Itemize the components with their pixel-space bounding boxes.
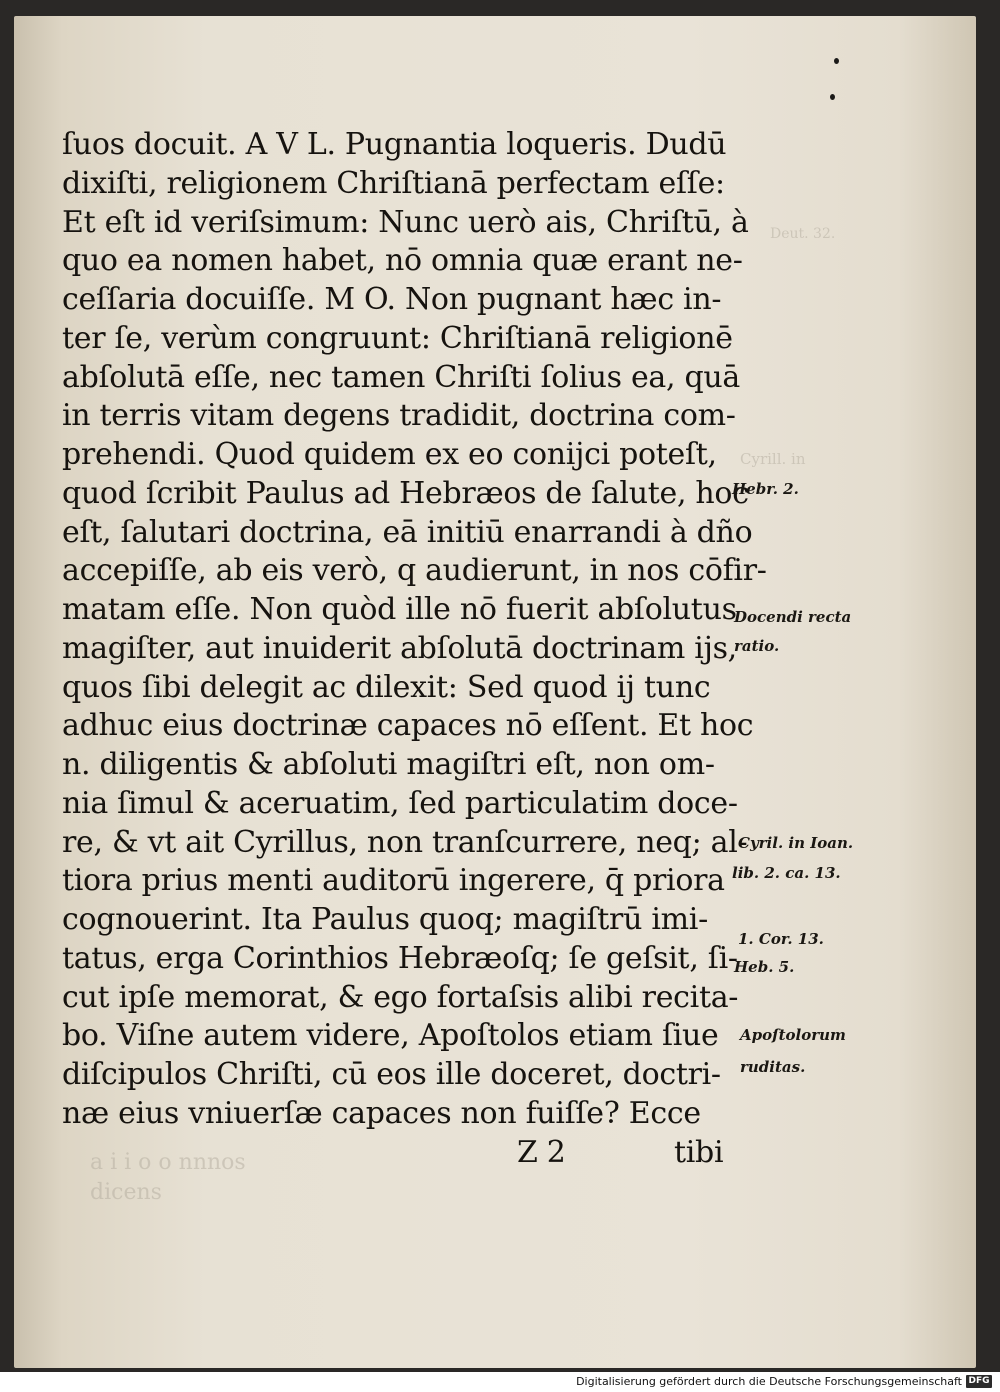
ink-speck	[834, 58, 839, 64]
text-line: adhuc eius doctrinæ capaces nō eſſent. Et hoc	[62, 708, 754, 744]
text-line: quos ſibi delegit ac dilexit: Sed quod ij tunc	[62, 669, 711, 705]
text-line: n. diligentis & abſoluti magiſtri eſt, non om-	[62, 747, 715, 782]
footer-credit: Digitalisierung gefördert durch die Deutsche Forschungsgemeinschaft	[576, 1375, 962, 1388]
text-line: quod ſcribit Paulus ad Hebræos de ſalute, hoc	[62, 475, 749, 511]
text-line: eſt, ſalutari doctrina, eā initiū enarrandi à dño	[62, 514, 753, 550]
text-line: in terris vitam degens tradidit, doctrina com-	[62, 398, 736, 434]
text-line: tiora prius menti auditorū ingerere, q̄ priora	[62, 863, 725, 899]
catchword: tibi	[674, 1134, 724, 1170]
marginal-note-docendi: Docendi recta	[734, 608, 852, 626]
signature-mark: Z 2	[517, 1134, 566, 1170]
text-line: ter ſe, verùm congruunt: Chriſtianā religionē	[62, 320, 733, 356]
text-line: quo ea nomen habet, nō omnia quæ erant ne-	[62, 243, 743, 279]
text-line: accepiſſe, ab eis verò, q audierunt, in nos cōfir-	[62, 553, 767, 589]
text-line: abſolutā eſſe, nec tamen Chriſti ſolius ea, quā	[62, 359, 740, 395]
text-line: ceſſaria docuiſſe. M O. Non pugnant hæc in-	[62, 282, 722, 317]
text-line: cut ipſe memorat, & ego fortaſsis alibi recita-	[62, 979, 739, 1015]
text-line: magiſter, aut inuiderit abſolutā doctrinam ijs,	[62, 630, 737, 666]
dfg-logo: DFG	[966, 1375, 992, 1388]
text-line: næ eius vniuerſæ capaces non fuiſſe? Ecce	[62, 1095, 701, 1131]
text-line: prehendi. Quod quidem ex eo conijci poteſt,	[62, 437, 717, 472]
text-line: diſcipulos Chriſti, cū eos ille doceret, doctri-	[62, 1057, 721, 1092]
ink-speck	[830, 94, 835, 100]
marginal-note-ratio: ratio.	[734, 637, 780, 655]
text-line: tatus, erga Corinthios Hebræoſq; ſe geſsit, ſi-	[62, 940, 738, 976]
text-line: bo. Viſne autem videre, Apoſtolos etiam ſiue	[62, 1018, 719, 1054]
text-line: nia ſimul & aceruatim, ſed particulatim doce-	[62, 785, 738, 821]
marginal-note-lib: lib. 2. ca. 13.	[732, 864, 841, 882]
marginal-note-apostolorum: Apoſtolorum	[740, 1026, 846, 1044]
marginal-note-cor: 1. Cor. 13.	[738, 930, 824, 948]
marginal-note-heb: Heb. 5.	[734, 958, 795, 976]
marginal-note-cyril: Cyril. in Ioan.	[738, 834, 854, 852]
text-line: Et eſt id veriſsimum: Nunc uerò ais, Chriſtū, à	[62, 204, 749, 240]
text-line: cognouerint. Ita Paulus quoq; magiſtrū imi-	[62, 902, 708, 937]
text-line: re, & vt ait Cyrillus, non tranſcurrere, neq; al-	[62, 824, 748, 860]
signature-catchword-line	[62, 1134, 742, 1173]
marginal-note-ruditas: ruditas.	[740, 1058, 806, 1076]
text-line: matam eſſe. Non quòd ille nō fuerit abſolutus	[62, 592, 737, 627]
text-line: dixiſti, religionem Chriſtianā perfectam eſſe:	[62, 165, 725, 201]
marginal-note-hebr: Hebr. 2.	[732, 480, 799, 498]
text-line: ſuos docuit. A V L. Pugnantia loqueris. Dudū	[62, 127, 727, 162]
